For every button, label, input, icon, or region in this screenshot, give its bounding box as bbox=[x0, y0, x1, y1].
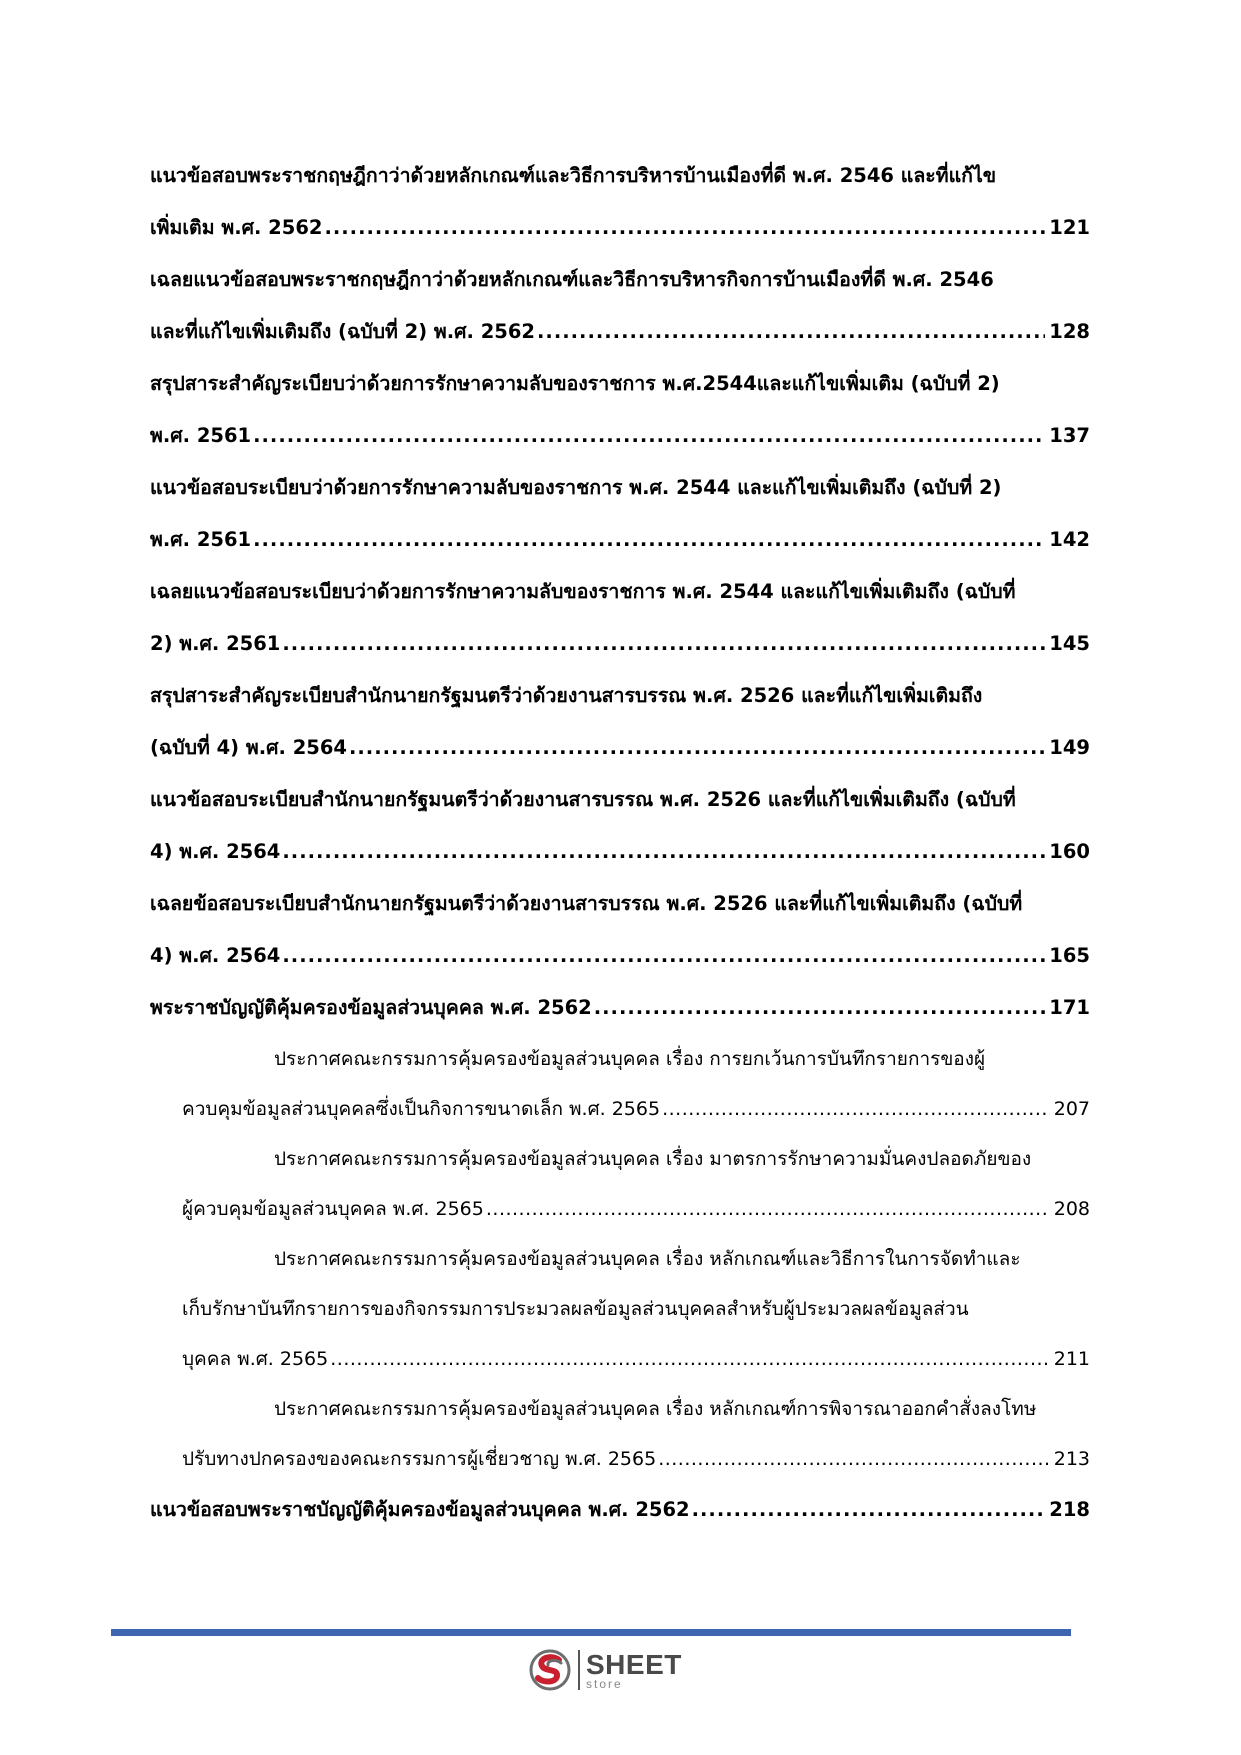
dot-leader bbox=[658, 1434, 1050, 1484]
toc-entry[interactable] bbox=[150, 358, 1090, 462]
toc-entry-line: เฉลยแนวข้อสอบระเบียบว่าด้วยการรักษาความลับของราชการ พ.ศ. 2544 และแก้ไขเพิ่มเติมถึง (ฉบับที่ bbox=[150, 580, 1016, 603]
table-of-contents bbox=[150, 150, 1090, 1536]
toc-entry-line: สรุปสาระสำคัญระเบียบว่าด้วยการรักษาความลับของราชการ พ.ศ.2544และแก้ไขเพิ่มเติม (ฉบับที่ 2) bbox=[150, 372, 1000, 395]
toc-entry[interactable] bbox=[150, 1234, 1090, 1384]
dot-leader bbox=[537, 306, 1045, 358]
toc-entry[interactable] bbox=[150, 670, 1090, 774]
logo-separator bbox=[578, 1650, 580, 1690]
toc-entry-title-end: บุคคล พ.ศ. 2565 bbox=[182, 1348, 329, 1370]
toc-entry-line: ประกาศคณะกรรมการคุ้มครองข้อมูลส่วนบุคคล เรื่อง การยกเว้นการบันทึกรายการของผู้ bbox=[274, 1048, 986, 1070]
dot-leader bbox=[692, 1484, 1046, 1536]
toc-entry-title-end: พ.ศ. 2561 bbox=[150, 424, 252, 447]
toc-entry-line: สรุปสาระสำคัญระเบียบสำนักนายกรัฐมนตรีว่าด้วยงานสารบรรณ พ.ศ. 2526 และที่แก้ไขเพิ่มเติมถึง bbox=[150, 684, 983, 707]
toc-entry-title-end: 4) พ.ศ. 2564 bbox=[150, 840, 281, 863]
dot-leader bbox=[594, 982, 1046, 1034]
dot-leader bbox=[282, 930, 1045, 982]
toc-entry-title-end: (ฉบับที่ 4) พ.ศ. 2564 bbox=[150, 736, 347, 759]
toc-page-number: 211 bbox=[1053, 1348, 1090, 1370]
toc-entry[interactable] bbox=[150, 566, 1090, 670]
toc-entry[interactable] bbox=[150, 1384, 1090, 1484]
dot-leader bbox=[330, 1334, 1050, 1384]
dot-leader bbox=[282, 618, 1045, 670]
toc-entry-line: เก็บรักษาบันทึกรายการของกิจกรรมการประมวลผลข้อมูลส่วนบุคคลสำหรับผู้ประมวลผลข้อมูลส่วน bbox=[182, 1298, 969, 1320]
toc-page-number: 137 bbox=[1049, 424, 1090, 447]
dot-leader bbox=[349, 722, 1045, 774]
s-logo-icon bbox=[528, 1648, 572, 1692]
toc-page-number: 218 bbox=[1049, 1498, 1090, 1521]
toc-page-number: 171 bbox=[1049, 996, 1090, 1019]
toc-entry-line: ประกาศคณะกรรมการคุ้มครองข้อมูลส่วนบุคคล เรื่อง หลักเกณฑ์การพิจารณาออกคำสั่งลงโทษ bbox=[274, 1398, 1037, 1420]
toc-entry-line: ประกาศคณะกรรมการคุ้มครองข้อมูลส่วนบุคคล เรื่อง หลักเกณฑ์และวิธีการในการจัดทำและ bbox=[274, 1248, 1021, 1270]
toc-entry-line: เฉลยแนวข้อสอบพระราชกฤษฎีกาว่าด้วยหลักเกณฑ์และวิธีการบริหารกิจการบ้านเมืองที่ดี พ.ศ. 2546 bbox=[150, 268, 994, 291]
toc-entry-line: แนวข้อสอบระเบียบสำนักนายกรัฐมนตรีว่าด้วยงานสารบรรณ พ.ศ. 2526 และที่แก้ไขเพิ่มเติมถึง (ฉบับที่ bbox=[150, 788, 1016, 811]
toc-entry[interactable] bbox=[150, 774, 1090, 878]
toc-entry[interactable] bbox=[150, 1034, 1090, 1134]
logo-word: SHEET bbox=[586, 1648, 682, 1680]
toc-entry-line: เฉลยข้อสอบระเบียบสำนักนายกรัฐมนตรีว่าด้วยงานสารบรรณ พ.ศ. 2526 และที่แก้ไขเพิ่มเติมถึง (ฉบับที่ bbox=[150, 892, 1023, 915]
toc-entry[interactable] bbox=[150, 1484, 1090, 1536]
dot-leader bbox=[253, 410, 1045, 462]
dot-leader bbox=[253, 514, 1045, 566]
toc-entry[interactable] bbox=[150, 1134, 1090, 1234]
toc-page-number: 160 bbox=[1049, 840, 1090, 863]
toc-page-number: 207 bbox=[1053, 1098, 1090, 1120]
toc-entry-title-end: และที่แก้ไขเพิ่มเติมถึง (ฉบับที่ 2) พ.ศ. 2562 bbox=[150, 320, 536, 343]
sheet-store-logo bbox=[528, 1645, 682, 1695]
toc-entry-line: แนวข้อสอบพระราชกฤษฎีกาว่าด้วยหลักเกณฑ์และวิธีการบริหารบ้านเมืองที่ดี พ.ศ. 2546 และที่แก้ไข bbox=[150, 164, 997, 187]
toc-entry[interactable] bbox=[150, 462, 1090, 566]
toc-entry-line: แนวข้อสอบระเบียบว่าด้วยการรักษาความลับของราชการ พ.ศ. 2544 และแก้ไขเพิ่มเติมถึง (ฉบับที่ 2) bbox=[150, 476, 1002, 499]
toc-page-number: 145 bbox=[1049, 632, 1090, 655]
toc-page-number: 121 bbox=[1049, 216, 1090, 239]
dot-leader bbox=[486, 1184, 1050, 1234]
toc-page-number: 208 bbox=[1053, 1198, 1090, 1220]
toc-entry-title-end: 4) พ.ศ. 2564 bbox=[150, 944, 281, 967]
logo-wordmark bbox=[586, 1648, 682, 1691]
dot-leader bbox=[282, 826, 1045, 878]
toc-entry-title-end: ควบคุมข้อมูลส่วนบุคคลซึ่งเป็นกิจการขนาดเล็ก พ.ศ. 2565 bbox=[182, 1098, 661, 1120]
dot-leader bbox=[662, 1084, 1050, 1134]
toc-entry-title-end: แนวข้อสอบพระราชบัญญัติคุ้มครองข้อมูลส่วนบุคคล พ.ศ. 2562 bbox=[150, 1498, 690, 1521]
logo-subword: store bbox=[586, 1676, 623, 1691]
dot-leader bbox=[324, 202, 1045, 254]
toc-entry-title-end: พ.ศ. 2561 bbox=[150, 528, 252, 551]
toc-entry[interactable] bbox=[150, 982, 1090, 1034]
toc-entry-title-end: ปรับทางปกครองของคณะกรรมการผู้เชี่ยวชาญ พ.ศ. 2565 bbox=[182, 1448, 657, 1470]
toc-page-number: 142 bbox=[1049, 528, 1090, 551]
toc-entry[interactable] bbox=[150, 150, 1090, 254]
toc-entry[interactable] bbox=[150, 878, 1090, 982]
toc-entry-title-end: พระราชบัญญัติคุ้มครองข้อมูลส่วนบุคคล พ.ศ. 2562 bbox=[150, 996, 592, 1019]
toc-entry-title-end: ผู้ควบคุมข้อมูลส่วนบุคคล พ.ศ. 2565 bbox=[182, 1198, 484, 1220]
toc-page-number: 128 bbox=[1049, 320, 1090, 343]
toc-page-number: 149 bbox=[1049, 736, 1090, 759]
toc-entry-line: ประกาศคณะกรรมการคุ้มครองข้อมูลส่วนบุคคล เรื่อง มาตรการรักษาความมั่นคงปลอดภัยของ bbox=[274, 1148, 1032, 1170]
toc-entry[interactable] bbox=[150, 254, 1090, 358]
toc-entry-title-end: เพิ่มเติม พ.ศ. 2562 bbox=[150, 216, 323, 239]
toc-page-number: 213 bbox=[1053, 1448, 1090, 1470]
footer-rule bbox=[111, 1629, 1071, 1636]
toc-page-number: 165 bbox=[1049, 944, 1090, 967]
toc-entry-title-end: 2) พ.ศ. 2561 bbox=[150, 632, 281, 655]
